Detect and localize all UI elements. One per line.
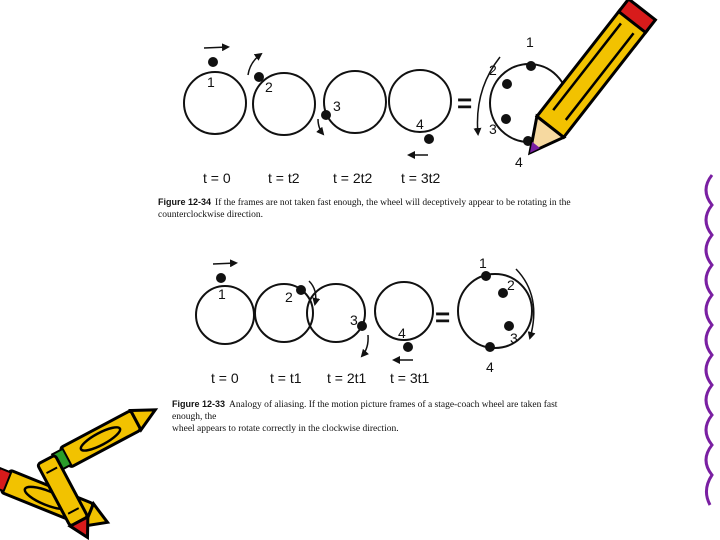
- rotation-arrow: [248, 54, 261, 75]
- wheel-dot: [254, 72, 264, 82]
- wheel-dot: [216, 273, 226, 283]
- rotation-arrow: [204, 47, 228, 48]
- point-label: 4: [486, 359, 494, 375]
- wheel-dot: [208, 57, 218, 67]
- point-label: 4: [515, 154, 523, 170]
- rotation-arrow: [318, 119, 323, 134]
- time-label: t = 2t1: [327, 370, 367, 386]
- wheel-dot: [296, 285, 306, 295]
- caption-text: wheel appears to rotate correctly in the clockwise direction.: [172, 424, 399, 434]
- time-label: t = 2t2: [333, 170, 373, 186]
- pencil-icon: [517, 0, 656, 163]
- caption-text: If the frames are not taken fast enough, the wheel will deceptively appear to be rotating in the: [215, 198, 571, 208]
- time-label: t = 3t2: [401, 170, 441, 186]
- crayons-icon: [0, 400, 160, 540]
- caption-top: [158, 196, 578, 221]
- point-label: 3: [510, 330, 518, 346]
- point-label: 1: [479, 255, 487, 271]
- point-label: 3: [333, 98, 341, 114]
- rotation-arrow: [362, 335, 368, 356]
- point-label: 1: [207, 74, 215, 90]
- time-label: t = t1: [270, 370, 302, 386]
- figure-label: Figure 12-34: [158, 197, 212, 207]
- equals-sign: =: [457, 88, 473, 118]
- point-label: 3: [350, 312, 358, 328]
- point-label: 4: [398, 325, 406, 341]
- figure-label: Figure 12-33: [172, 399, 226, 409]
- time-label: t = 3t1: [390, 370, 430, 386]
- wheel-dot: [357, 321, 367, 331]
- combined-wheel-circle: [458, 274, 532, 348]
- point-label: 3: [489, 121, 497, 137]
- rotation-arrow: [213, 263, 236, 264]
- time-label: t = t2: [268, 170, 300, 186]
- squiggle-line: [706, 175, 712, 505]
- point-label: 2: [265, 79, 273, 95]
- wheel-dot: [403, 342, 413, 352]
- wheel-dot: [526, 61, 536, 71]
- point-label: 2: [285, 289, 293, 305]
- caption-text: counterclockwise direction.: [158, 210, 263, 220]
- figure-bottom: [196, 255, 534, 386]
- wheel-circle: [184, 72, 246, 134]
- time-label: t = 0: [211, 370, 239, 386]
- caption-text: Analogy of aliasing. If the motion picture frames of a stage-coach wheel are taken fast enough, the: [172, 400, 558, 422]
- point-label: 2: [507, 277, 515, 293]
- wheel-dot: [481, 271, 491, 281]
- wheel-dot: [502, 79, 512, 89]
- point-label: 1: [218, 286, 226, 302]
- wheel-dot: [485, 342, 495, 352]
- point-label: 1: [526, 34, 534, 50]
- wheel-dot: [424, 134, 434, 144]
- wheel-circle: [253, 73, 315, 135]
- caption-bottom: [172, 398, 572, 435]
- figure-top: [184, 34, 568, 186]
- wheel-dot: [501, 114, 511, 124]
- point-label: 2: [489, 62, 497, 78]
- equals-sign: =: [435, 302, 451, 332]
- wheel-dot: [321, 110, 331, 120]
- point-label: 4: [416, 116, 424, 132]
- time-label: t = 0: [203, 170, 231, 186]
